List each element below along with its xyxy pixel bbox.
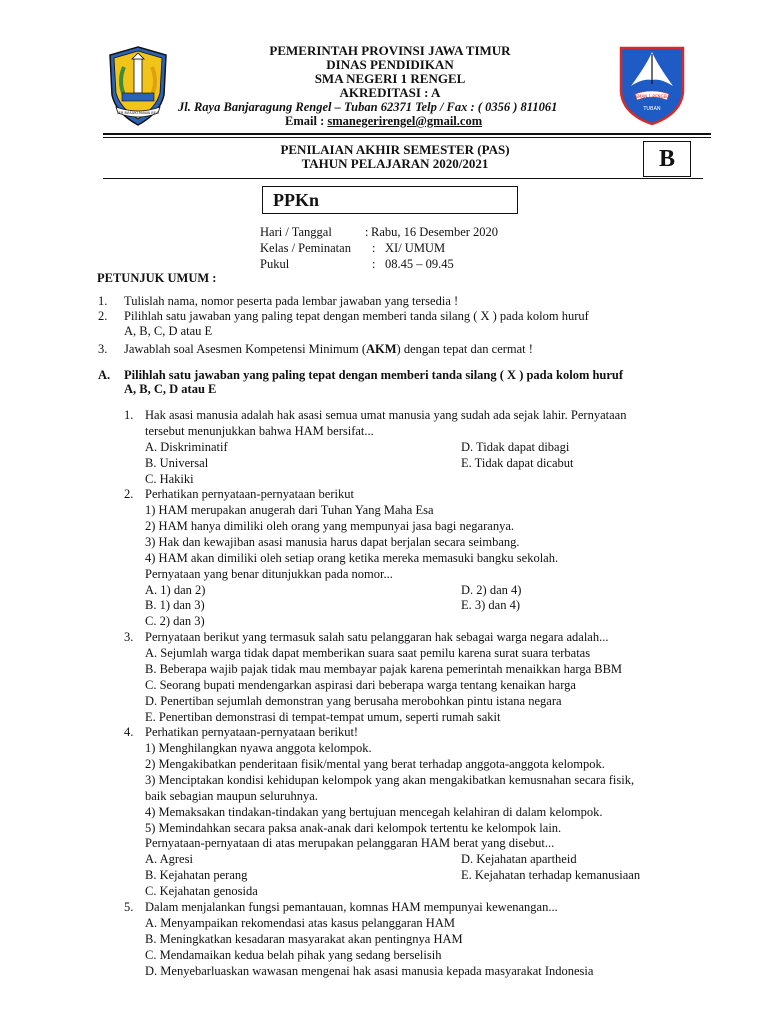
info-label-time: Pukul bbox=[260, 257, 290, 271]
q4-statement-4: 4) Memaksakan tindakan-tindakan yang bertujuan mencegah kelahiran di dalam kelompok. bbox=[145, 805, 603, 819]
instruction-3-before: Jawablah soal Asesmen Kompetensi Minimum ( bbox=[124, 342, 366, 356]
q2-option-b: B. 1) dan 3) bbox=[145, 598, 205, 612]
q4-option-e: E. Kejahatan terhadap kemanusiaan bbox=[461, 868, 641, 882]
info-label-class: Kelas / Peminatan bbox=[260, 241, 351, 255]
east-java-emblem-logo bbox=[106, 45, 170, 127]
q4-num: 4. bbox=[124, 725, 134, 739]
exam-year: TAHUN PELAJARAN 2020/2021 bbox=[301, 156, 489, 171]
q2-option-d: D. 2) dan 4) bbox=[461, 583, 522, 597]
info-sep-date: : bbox=[365, 225, 369, 239]
q4-statement-1: 1) Menghilangkan nyawa anggota kelompok. bbox=[145, 741, 372, 755]
subject-box: PPKn bbox=[262, 186, 518, 214]
q4-option-c: C. Kejahatan genosida bbox=[145, 884, 258, 898]
school-emblem-city: TUBAN bbox=[643, 106, 661, 112]
letterhead-department: DINAS PENDIDIKAN bbox=[326, 57, 454, 72]
q1-option-a: A. Diskriminatif bbox=[145, 440, 228, 454]
info-value-date: Rabu, 16 Desember 2020 bbox=[371, 225, 499, 239]
q2-statement-1: 1) HAM merupakan anugerah dari Tuhan Yang Maha Esa bbox=[145, 503, 434, 517]
letterhead-government: PEMERINTAH PROVINSI JAWA TIMUR bbox=[269, 43, 511, 58]
email-link[interactable]: smanegerirengel@gmail.com bbox=[327, 114, 483, 128]
q5-text: Dalam menjalankan fungsi pemantauan, komnas HAM mempunyai kewenangan... bbox=[145, 900, 558, 914]
school-emblem-logo bbox=[617, 44, 687, 126]
letterhead-accreditation: AKREDITASI : A bbox=[339, 85, 441, 100]
instruction-3-akm: AKM bbox=[365, 342, 397, 356]
q4-prompt: Pernyataan-pernyataan di atas merupakan pelanggaran HAM berat yang disebut... bbox=[145, 836, 555, 850]
q2-num: 2. bbox=[124, 487, 134, 501]
q2-statement-2: 2) HAM hanya dimiliki oleh orang yang mempunyai jasa bagi negaranya. bbox=[145, 519, 514, 533]
info-sep-time: : bbox=[372, 257, 376, 271]
instructions-heading: PETUNJUK UMUM : bbox=[97, 271, 217, 285]
instruction-3-num: 3. bbox=[98, 342, 108, 356]
q2-statement-3: 3) Hak dan kewajiban asasi manusia harus dapat berjalan secara seimbang. bbox=[145, 535, 520, 549]
exam-title: PENILAIAN AKHIR SEMESTER (PAS) bbox=[280, 142, 510, 157]
info-sep-class: : bbox=[372, 241, 376, 255]
email-label: Email : bbox=[285, 114, 328, 128]
title-rule bbox=[103, 178, 703, 179]
info-value-class: XI/ UMUM bbox=[385, 241, 446, 255]
school-emblem-name: SMAN 1 RENGEL bbox=[635, 94, 669, 99]
q1-option-b: B. Universal bbox=[145, 456, 209, 470]
instruction-2-text: Pilihlah satu jawaban yang paling tepat dengan memberi tanda silang ( X ) pada kolom huruf bbox=[124, 309, 589, 323]
q2-option-a: A. 1) dan 2) bbox=[145, 583, 206, 597]
q4-text: Perhatikan pernyataan-pernyataan berikut! bbox=[145, 725, 359, 739]
letterhead-address: Jl. Raya Banjaragung Rengel – Tuban 62371 Telp / Fax : ( 0356 ) 811061 bbox=[178, 100, 558, 114]
q5-option-c: C. Mendamaikan kedua belah pihak yang sedang berselisih bbox=[145, 948, 442, 962]
q4-option-b: B. Kejahatan perang bbox=[145, 868, 248, 882]
q4-option-d: D. Kejahatan apartheid bbox=[461, 852, 577, 866]
emblem-motto: JER BASUKI MAWA BEA bbox=[117, 111, 159, 115]
q5-num: 5. bbox=[124, 900, 134, 914]
q3-num: 3. bbox=[124, 630, 134, 644]
instruction-1-num: 1. bbox=[98, 294, 108, 308]
q4-statement-3: 3) Menciptakan kondisi kehidupan kelompok yang akan mengakibatkan kemusnahan secara fisik, bbox=[145, 773, 635, 787]
q1-option-d: D. Tidak dapat dibagi bbox=[461, 440, 570, 454]
q2-option-e: E. 3) dan 4) bbox=[461, 598, 521, 612]
section-a-title: Pilihlah satu jawaban yang paling tepat dengan memberi tanda silang ( X ) pada kolom huruf bbox=[124, 368, 624, 382]
q4-statement-2: 2) Mengakibatkan penderitaan fisik/mental yang berat terhadap anggota-anggota kelompok. bbox=[145, 757, 605, 771]
q3-option-c: C. Seorang bupati mendengarkan aspirasi dari beberapa warga tentang kenaikan harga bbox=[145, 678, 576, 692]
info-label-date: Hari / Tanggal bbox=[260, 225, 332, 239]
q1-option-e: E. Tidak dapat dicabut bbox=[461, 456, 574, 470]
q5-option-d: D. Menyebarluaskan wawasan mengenai hak asasi manusia kepada masyarakat Indonesia bbox=[145, 964, 594, 978]
q4-statement-5: 5) Memindahkan secara paksa anak-anak dari kelompok tertentu ke kelompok lain. bbox=[145, 821, 562, 835]
q1-num: 1. bbox=[124, 408, 134, 422]
letterhead-email bbox=[285, 114, 482, 129]
q4-statement-3-cont: baik sebagian maupun seluruhnya. bbox=[145, 789, 318, 803]
q2-prompt: Pernyataan yang benar ditunjukkan pada nomor... bbox=[145, 567, 393, 581]
q2-statement-4: 4) HAM akan dimiliki oleh setiap orang ketika mereka memasuki bangku sekolah. bbox=[145, 551, 559, 565]
instruction-2-num: 2. bbox=[98, 309, 108, 323]
q3-option-a: A. Sejumlah warga tidak dapat memberikan suara saat pemilu karena surat suara terbatas bbox=[145, 646, 591, 660]
section-a-title-cont: A, B, C, D atau E bbox=[124, 382, 217, 396]
q5-option-a: A. Menyampaikan rekomendasi atas kasus pelanggaran HAM bbox=[145, 916, 455, 930]
q1-text: Hak asasi manusia adalah hak asasi semua umat manusia yang sudah ada sejak lahir. Pernyataan bbox=[145, 408, 627, 422]
q3-option-d: D. Penertiban sejumlah demonstran yang berusaha merobohkan pintu istana negara bbox=[145, 694, 562, 708]
instruction-1-text: Tulislah nama, nomor peserta pada lembar jawaban yang tersedia ! bbox=[124, 294, 459, 308]
section-a-num: A. bbox=[98, 368, 111, 382]
q2-text: Perhatikan pernyataan-pernyataan berikut bbox=[145, 487, 354, 501]
header-rule-thick bbox=[103, 133, 711, 135]
letterhead-school: SMA NEGERI 1 RENGEL bbox=[314, 71, 466, 86]
q2-option-c: C. 2) dan 3) bbox=[145, 614, 205, 628]
exam-code-box: B bbox=[643, 141, 691, 177]
q4-option-a: A. Agresi bbox=[145, 852, 193, 866]
instruction-3-after: ) dengan tepat dan cermat ! bbox=[396, 342, 533, 356]
q5-option-b: B. Meningkatkan kesadaran masyarakat akan pentingnya HAM bbox=[145, 932, 463, 946]
q1-text-cont: tersebut menunjukkan bahwa HAM bersifat... bbox=[145, 424, 374, 438]
q3-option-b: B. Beberapa wajib pajak tidak mau membayar pajak karena pemerintah menaikkan harga BBM bbox=[145, 662, 623, 676]
q3-text: Pernyataan berikut yang termasuk salah satu pelanggaran hak sebagai warga negara adalah... bbox=[145, 630, 609, 644]
q3-option-e: E. Penertiban demonstrasi di tempat-tempat umum, seperti rumah sakit bbox=[145, 710, 501, 724]
q1-option-c: C. Hakiki bbox=[145, 472, 194, 486]
header-rule-thin bbox=[103, 137, 711, 138]
instruction-2-text-cont: A, B, C, D atau E bbox=[124, 324, 213, 338]
info-value-time: 08.45 – 09.45 bbox=[385, 257, 454, 271]
instruction-3-text bbox=[124, 342, 533, 356]
